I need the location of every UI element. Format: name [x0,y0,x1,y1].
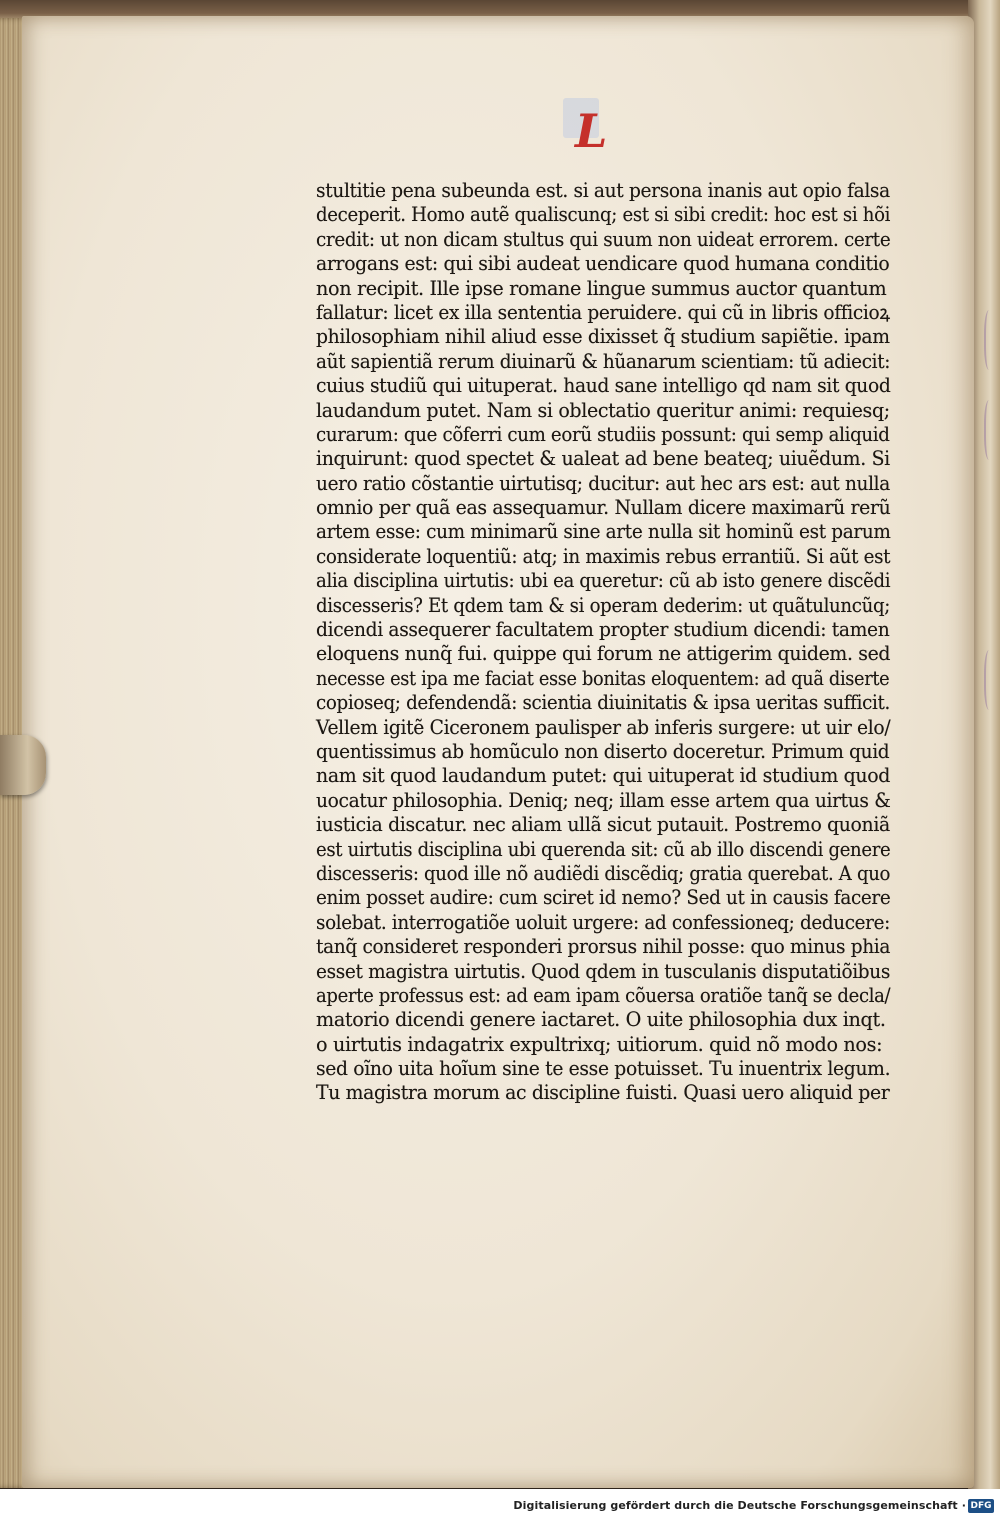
text-line: eloquens nunq̃ fui. quippe qui forum ne attigerim quidem. sed [316,642,891,666]
rubricated-initial: L [575,104,608,158]
text-line: discesseris? Et qdem tam & si operam dederim: ut quãtuluncũq; [316,593,891,617]
text-line: est uirtutis disciplina ubi querenda sit: cũ ab illo discendi genere [316,837,891,861]
text-line: omnio per quã eas assequamur. Nullam dicere maximarũ rerũ [316,496,891,520]
text-line: cuius studiũ qui uituperat. haud sane intelligo qd nam sit quod [316,374,891,398]
text-line: philosophiam nihil aliud esse dixisset q̃ studium sapiẽtie. ipam [316,325,890,349]
main-text-block [316,179,890,1106]
text-line: credit: ut non dicam stultus qui suum non uideat errorem. certe [316,227,891,251]
margin-ink-mark [984,650,996,710]
clasp-strap [0,735,46,795]
text-line: considerate loquentiũ: atq; in maximis rebus errantiũ. Si aũt est [316,544,891,568]
text-line: laudandum putet. Nam si oblectatio queritur animi: requiesq; [316,398,890,422]
dfg-logo: DFG [968,1499,994,1513]
text-line: enim posset audire: cum sciret id nemo? Sed ut in causis facere [316,886,891,910]
text-line: fallatur: licet ex illa sententia peruidere. qui cũ in libris officioꝝ [316,300,890,324]
text-line: stultitie pena subeunda est. si aut persona inanis aut opio falsa [316,179,890,202]
funding-credit: Digitalisierung gefördert durch die Deutsche Forschungsgemeinschaft · [513,1499,966,1512]
text-line: Vellem igitẽ Ciceronem paulisper ab inferis surgere: ut uir elo/ [316,715,891,739]
text-line: esset magistra uirtutis. Quod qdem in tusculanis disputatiõibus [316,959,891,983]
text-line: non recipit. Ille ipse romane lingue summus auctor quantum [316,276,887,300]
margin-ink-mark [984,400,996,460]
margin-ink-mark [984,310,996,370]
text-line: aperte professus est: ad eam ipam cõuersa oratiõe tanq̃ se decla/ [316,983,891,1007]
text-line: arrogans est: qui sibi audeat uendicare quod humana conditio [316,252,890,276]
text-line: uero ratio cõstantie uirtutisq; ducitur: aut hec ars est: aut nulla [316,471,890,495]
text-line: copioseq; defendendã: scientia diuinitatis & ipsa ueritas sufficit. [316,691,890,715]
text-line: sed oĩno uita hoĩum sine te esse potuisset. Tu inuentrix legum. [316,1057,891,1081]
text-line: inquirunt: quod spectet & ualeat ad bene beateq; uiuẽdum. Si [316,447,890,471]
text-line: tanq̃ consideret responderi prorsus nihil posse: quo minus phia [316,935,891,959]
text-line: Tu magistra morum ac discipline fuisti. Quasi uero aliquid per [316,1081,890,1105]
text-line: dicendi assequerer facultatem propter studium dicendi: tamen [316,618,890,642]
text-line: discesseris: quod ille nõ audiẽdi discẽdiq; gratia querebat. A quo [316,861,891,885]
text-line: necesse est ipa me faciat esse bonitas eloquentem: ad quã diserte [316,666,890,690]
footer-bar [0,1489,1000,1519]
text-line: iusticia discatur. nec aliam ullã sicut putauit. Postremo quoniã [316,813,890,837]
text-line: alia disciplina uirtutis: ubi ea queretur: cũ ab isto genere discẽdi [316,569,891,593]
text-line: aũt sapientiã rerum diuinarũ & hũanarum scientiam: tũ adiecit: [316,349,891,373]
text-line: matorio dicendi genere iactaret. O uite philosophia dux inqt. [316,1008,886,1032]
text-line: o uirtutis indagatrix expultrixq; uitiorum. quid nõ modo nos: [316,1032,883,1056]
text-line: uocatur philosophia. Deniq; neq; illam esse artem qua uirtus & [316,788,891,812]
text-line: solebat. interrogatiõe uoluit urgere: ad confessioneq; deducere: [316,910,890,934]
text-line: artem esse: cum minimarũ sine arte nulla sit hominũ est parum [316,520,891,544]
text-line: curarum: que cõferri cum eorũ studiis possunt: qui semp aliquid [316,422,890,446]
text-line: nam sit quod laudandum putet: qui uituperat id studium quod [316,764,891,788]
text-line: quentissimus ab homũculo non diserto doceretur. Primum quid [316,739,890,763]
text-line: deceperit. Homo autẽ qualiscunq; est si sibi credit: hoc est si hõi [316,203,891,227]
